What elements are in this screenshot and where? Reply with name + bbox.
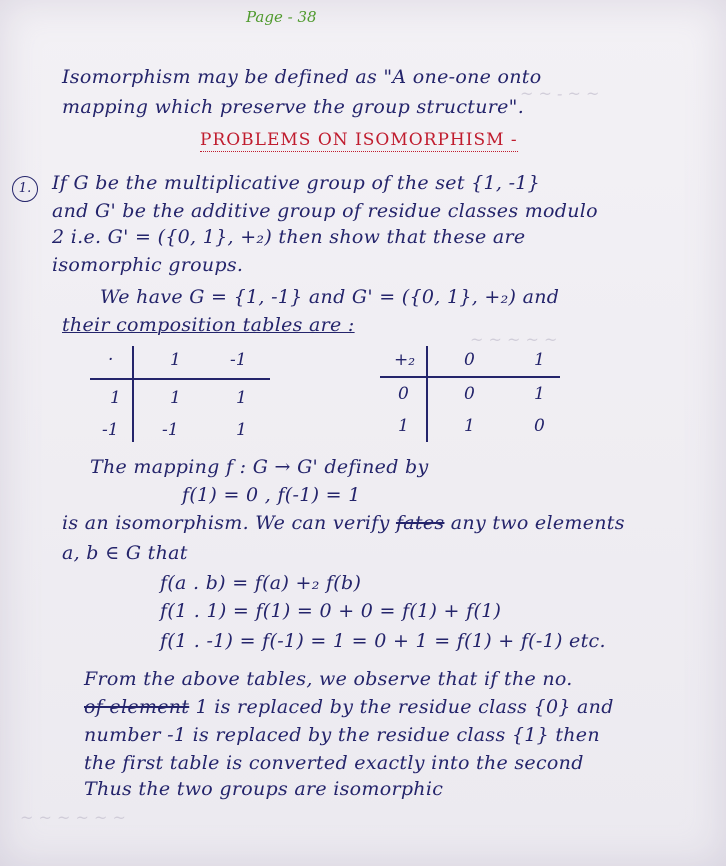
verify-prefix: is an isomorphism. We can verify [62,512,396,534]
mapping-line-1: The mapping f : G → G' defined by [90,456,429,478]
table-cell: 0 [534,416,545,436]
table-cell: 0 [464,384,475,404]
table-corner: +₂ [394,350,416,370]
problem-line-3: 2 i.e. G' = ({0, 1}, +₂) then show that these are [52,226,526,248]
table-cell: 1 [534,384,545,404]
table-cell: -1 [162,420,179,440]
equation-1: f(a . b) = f(a) +₂ f(b) [160,572,362,594]
table-cell: 1 [170,388,181,408]
table-row-label: 1 [110,388,121,408]
mapping-line-2: f(1) = 0 , f(-1) = 1 [182,484,361,506]
table-cell: 1 [236,420,247,440]
table-header-cell: 1 [534,350,545,370]
composition-table-g [90,346,270,446]
verify-line [62,512,625,534]
equation-2: f(1 . 1) = f(1) = 0 + 0 = f(1) + f(1) [160,600,502,622]
problem-number: 1. [12,176,38,202]
intro-line-1: Isomorphism may be defined as "A one-one onto [62,66,542,88]
table-cell: 1 [236,388,247,408]
equation-3: f(1 . -1) = f(-1) = 1 = 0 + 1 = f(1) + f(-1) etc. [160,630,606,652]
table-divider [90,378,270,380]
table-header-cell: 1 [170,350,181,370]
solution-have-line: We have G = {1, -1} and G' = ({0, 1}, +₂) and [100,286,560,308]
table-cell: 1 [464,416,475,436]
conclusion-line-1: From the above tables, we observe that if the no. [84,668,573,690]
table-header-cell: 0 [464,350,475,370]
table-header-cell: -1 [230,350,247,370]
conclusion-line-4: the first table is converted exactly into the second [84,752,584,774]
table-divider [380,376,560,378]
bleed-through-text: ~ ~ ~ ~ ~ ~ [20,808,126,827]
struck-word: of element [84,696,190,718]
composition-table-g-prime [380,346,560,446]
table-row-label: 0 [398,384,409,404]
bleed-through-text: ~ ~ - ~ ~ [520,84,600,103]
problem-line-2: and G' be the additive group of residue classes modulo [52,200,598,222]
conclusion-line-2 [84,696,614,718]
conclusion-line-2-text: 1 is replaced by the residue class {0} and [195,696,614,718]
section-heading: PROBLEMS ON ISOMORPHISM - [200,130,518,150]
table-row-label: 1 [398,416,409,436]
conclusion-line-3: number -1 is replaced by the residue class {1} then [84,724,600,746]
problem-line-1: If G be the multiplicative group of the set {1, -1} [52,172,541,194]
intro-line-2: mapping which preserve the group structure". [62,96,525,118]
problem-line-4: isomorphic groups. [52,254,244,276]
verify-suffix: any two elements [444,512,625,534]
verify-line-2: a, b ∈ G that [62,542,188,564]
table-row-label: -1 [102,420,119,440]
table-corner: · [108,350,114,370]
struck-word: fates [395,512,445,534]
page-number: Page - 38 [246,8,317,26]
bleed-through-text: ~ ~ ~ ~ ~ [470,330,558,349]
table-divider [426,346,428,442]
table-divider [132,346,134,442]
tables-intro: their composition tables are : [62,314,355,336]
conclusion-line-5: Thus the two groups are isomorphic [84,778,444,800]
